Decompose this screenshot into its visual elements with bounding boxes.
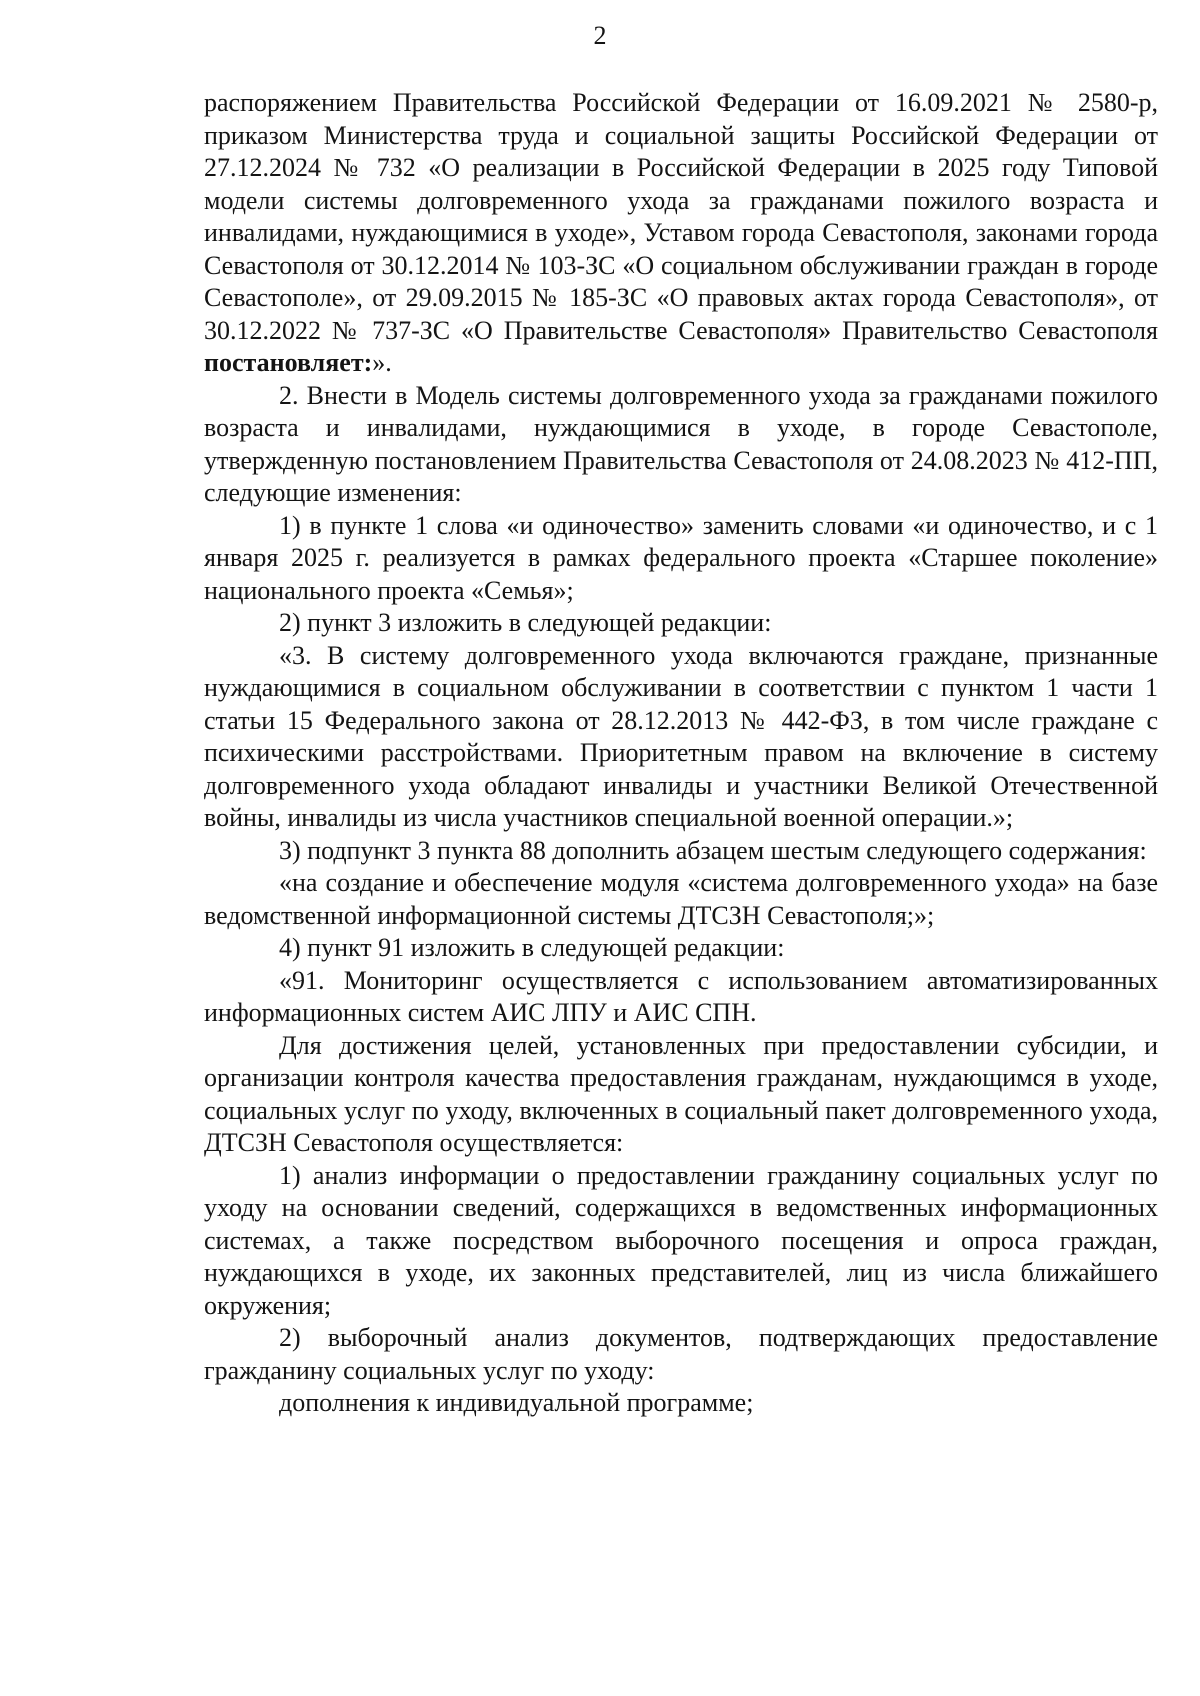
paragraph-clause-88-text: «на создание и обеспечение модуля «система долговременного ухода» на базе ведомственной информационной системы ДТСЗН Севастополя;»; <box>204 868 1158 930</box>
paragraph-preamble-text: распоряжением Правительства Российской Федерации от 16.09.2021 № 2580-р, приказом Министерства труда и социальной защиты Российской Федерации от 27.12.2024 № 732 «О реализации в Российской Федерации в 2025 году Типовой модели системы долговременного ухода за гражданами пожилого возраста и инвалидами, нуждающимися в уходе», Уставом города Севастополя, законами города Севастополя от 30.12.2014 № 103-ЗС «О социальном обслуживании граждан в городе Севастополе», от 29.09.2015 № 185-ЗС «О правовых актах города Севастополя», от 30.12.2022 № 737-ЗС «О Правительстве Севастополя» Правительство Севастополя <box>204 88 1158 345</box>
paragraph-item-2: 2. Внести в Модель системы долговременного ухода за гражданами пожилого возраста и инвалидами, нуждающимися в уходе, в городе Севастополе, утвержденную постановлением Правительства Севастополя от 24.08.2023 № 412-ПП, следующие изменения: <box>204 380 1158 507</box>
paragraph-control-2: 2) выборочный анализ документов, подтверждающих предоставление гражданину социальных услуг по уходу: <box>204 1323 1158 1385</box>
paragraph-preamble-tail: ». <box>372 348 392 377</box>
resolves-keyword: постановляет: <box>204 348 373 377</box>
paragraph-subitem-1: 1) в пункте 1 слова «и одиночество» заменить словами «и одиночество, и с 1 января 2025 г. реализуется в рамках федерального проекта «Старшее поколение» национального проекта «Семья»; <box>204 510 1158 605</box>
paragraph-subitem-3: 3) подпункт 3 пункта 88 дополнить абзацем шестым следующего содержания: <box>279 835 1147 865</box>
page-number: 2 <box>593 21 607 50</box>
document-body <box>204 87 1158 1420</box>
paragraph-clause-3-text: «3. В систему долговременного ухода включаются граждане, признанные нуждающимися в социальном обслуживании в соответствии с пунктом 1 части 1 статьи 15 Федерального закона от 28.12.2013 № 442-ФЗ, в том числе граждане с психическими расстройствами. Приоритетным правом на включение в систему долговременного ухода обладают инвалиды и участники Великой Отечественной войны, инвалиды из числа участников специальной военной операции.»; <box>204 640 1158 832</box>
paragraph-clause-91-text: «91. Мониторинг осуществляется с использованием автоматизированных информационных систем АИС ЛПУ и АИС СПН. <box>204 965 1158 1027</box>
paragraph-subitem-4: 4) пункт 91 изложить в следующей редакции: <box>279 933 785 962</box>
paragraph-supplement: дополнения к индивидуальной программе; <box>279 1388 754 1417</box>
paragraph-subitem-2: 2) пункт 3 изложить в следующей редакции: <box>279 608 772 637</box>
paragraph-preamble <box>204 87 1158 380</box>
paragraph-goals: Для достижения целей, установленных при предоставлении субсидии, и организации контроля качества предоставления гражданам, нуждающимся в уходе, социальных услуг по уходу, включенных в социальный пакет долговременного ухода, ДТСЗН Севастополя осуществляется: <box>204 1030 1158 1157</box>
paragraph-control-1: 1) анализ информации о предоставлении гражданину социальных услуг по уходу на основании сведений, содержащихся в ведомственных информационных системах, а также посредством выборочного посещения и опроса граждан, нуждающихся в уходе, их законных представителей, лиц из числа ближайшего окружения; <box>204 1160 1158 1320</box>
